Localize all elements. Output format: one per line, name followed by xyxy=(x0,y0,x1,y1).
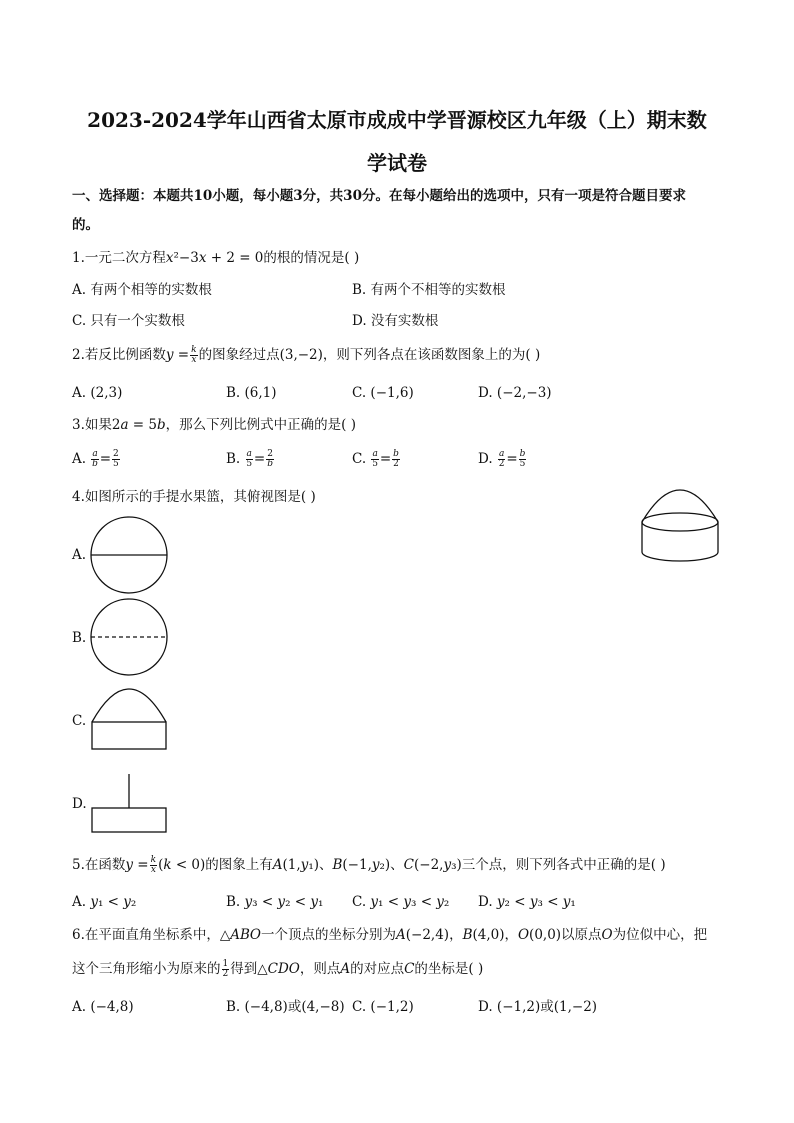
q2-option-b[interactable]: B. (6,1) xyxy=(226,385,277,401)
q4-option-b-label[interactable]: B. xyxy=(72,630,87,646)
q3-a-d1: 𝑏 xyxy=(92,459,98,469)
question-5 xyxy=(72,856,666,875)
q6-option-b[interactable]: B. (−4,8)或(4,−8) xyxy=(226,999,345,1015)
q3-b-d2: 𝑏 xyxy=(267,459,273,469)
q3-a-eq: = xyxy=(99,451,112,467)
q3-d-d2: 5 xyxy=(519,459,526,469)
q6-option-d[interactable]: D. (−1,2)或(1,−2) xyxy=(478,999,598,1015)
q3-b-n2: 2 xyxy=(267,449,273,459)
q3-b-eq: = xyxy=(253,451,266,467)
q3-b-frac1 xyxy=(246,450,253,469)
q3-a-d2: 5 xyxy=(113,459,119,469)
q3-b-frac2 xyxy=(266,450,274,469)
q6-option-c[interactable]: C. (−1,2) xyxy=(352,999,414,1015)
q1-expr: 𝑥²−3𝑥 + 2 = 0 xyxy=(165,250,264,266)
q5-frac-den: 𝑥 xyxy=(150,865,156,875)
q3-c-label: C. xyxy=(352,451,367,467)
q3-c-d2: 2 xyxy=(393,459,399,469)
q3-c-frac2 xyxy=(392,450,400,469)
q3-a-n1: 𝑎 xyxy=(92,449,98,459)
q5-pre: 5.在函数 xyxy=(72,857,126,873)
q6-option-a[interactable]: A. (−4,8) xyxy=(72,999,134,1015)
q3-c-eq: = xyxy=(379,451,392,467)
q3-c-n2: 𝑏 xyxy=(393,449,399,459)
q3-option-d[interactable] xyxy=(478,450,527,469)
q3-c-d1: 5 xyxy=(372,459,378,469)
q4-option-c-figure[interactable] xyxy=(88,686,170,752)
q5-frac-num: 𝑘 xyxy=(150,855,157,865)
q2-fraction xyxy=(190,346,197,365)
q1-option-a[interactable]: A. 有两个相等的实数根 xyxy=(72,282,212,298)
q1-option-b[interactable]: B. 有两个不相等的实数根 xyxy=(352,282,506,298)
q6-line2-post: 得到△𝐶𝐷𝑂，则点𝐴的对应点𝐶的坐标是( ) xyxy=(230,961,484,977)
question-6-line-2 xyxy=(72,960,483,979)
q4-option-c-label[interactable]: C. xyxy=(72,713,87,729)
q5-option-a[interactable]: A. 𝑦₁ < 𝑦₂ xyxy=(72,894,137,910)
q5-option-b[interactable]: B. 𝑦₃ < 𝑦₂ < 𝑦₁ xyxy=(226,894,324,910)
section-heading: 一、选择题：本题共10小题，每小题3分，共30分。在每小题给出的选项中，只有一项是符合题目要求 xyxy=(72,188,686,204)
q2-option-d[interactable]: D. (−2,−3) xyxy=(478,385,552,401)
q3-option-a[interactable] xyxy=(72,450,121,469)
q3-a-n2: 2 xyxy=(113,449,119,459)
q3-d-d1: 2 xyxy=(498,459,505,469)
q3-a-frac1 xyxy=(91,450,98,469)
question-1 xyxy=(72,249,359,267)
q5-option-d[interactable]: D. 𝑦₂ < 𝑦₃ < 𝑦₁ xyxy=(478,894,576,910)
q5-fraction xyxy=(150,856,157,875)
question-4: 4.如图所示的手提水果篮，其俯视图是( ) xyxy=(72,489,316,505)
q6-half-fraction xyxy=(222,960,230,979)
question-3: 3.如果2𝑎 = 5𝑏，那么下列比例式中正确的是( ) xyxy=(72,417,356,433)
q1-pre: 1.一元二次方程 xyxy=(72,250,166,266)
q2-pre: 2.若反比例函数 xyxy=(72,347,166,363)
q3-d-eq: = xyxy=(506,451,518,467)
q3-c-n1: 𝑎 xyxy=(372,449,378,459)
section-heading-cont: 的。 xyxy=(72,217,99,233)
q2-frac-den: 𝑥 xyxy=(191,355,197,365)
fruit-basket-figure xyxy=(636,488,726,570)
q3-d-n2: 𝑏 xyxy=(519,449,526,459)
q5-post: (𝑘 < 0)的图象上有𝐴(1,𝑦₁)、𝐵(−1,𝑦₂)、𝐶(−2,𝑦₃)三个点，则下列各式中正确的是( ) xyxy=(158,857,666,873)
q4-option-d-label[interactable]: D. xyxy=(72,796,87,812)
q2-post: 的图象经过点(3,−2)，则下列各点在该函数图象上的为( ) xyxy=(198,347,541,363)
q5-option-c[interactable]: C. 𝑦₁ < 𝑦₃ < 𝑦₂ xyxy=(352,894,450,910)
q3-a-label: A. xyxy=(72,451,87,467)
question-6-line-1: 6.在平面直角坐标系中，△𝐴𝐵𝑂一个顶点的坐标分别为𝐴(−2,4)，𝐵(4,0)，𝑂(0,0)以原点𝑂为位似中心，把 xyxy=(72,927,708,943)
title-line-1: 2023-2024学年山西省太原市成成中学晋源校区九年级（上）期末数 xyxy=(87,108,707,132)
q3-option-c[interactable] xyxy=(352,450,401,469)
q6-half-den: 2 xyxy=(222,969,229,979)
q6-line2-pre: 这个三角形缩小为原来的 xyxy=(72,961,221,977)
q4-option-a-figure[interactable] xyxy=(88,516,170,596)
q1-post: 的根的情况是( ) xyxy=(263,250,360,266)
q3-d-frac1 xyxy=(498,450,505,469)
q2-option-a[interactable]: A. (2,3) xyxy=(72,385,123,401)
q4-option-a-label[interactable]: A. xyxy=(72,547,87,563)
q1-option-d[interactable]: D. 没有实数根 xyxy=(352,313,439,329)
q3-b-label: B. xyxy=(226,451,241,467)
q3-d-frac2 xyxy=(519,450,527,469)
q1-option-c[interactable]: C. 只有一个实数根 xyxy=(72,313,185,329)
question-2 xyxy=(72,346,540,365)
q2-yeq: 𝑦 = xyxy=(165,347,190,363)
q3-b-d1: 5 xyxy=(246,459,253,469)
q3-c-frac1 xyxy=(371,450,378,469)
q4-option-d-figure[interactable] xyxy=(88,772,170,836)
q2-frac-num: 𝑘 xyxy=(191,345,197,355)
q4-option-b-figure[interactable] xyxy=(88,598,170,678)
title-line-2: 学试卷 xyxy=(367,151,427,175)
q3-option-b[interactable] xyxy=(226,450,275,469)
q3-d-label: D. xyxy=(478,451,493,467)
q3-d-n1: 𝑎 xyxy=(498,449,505,459)
q3-a-frac2 xyxy=(112,450,120,469)
q3-b-n1: 𝑎 xyxy=(246,449,252,459)
q5-yeq: 𝑦 = xyxy=(125,857,149,873)
q6-half-num: 1 xyxy=(222,959,229,969)
q2-option-c[interactable]: C. (−1,6) xyxy=(352,385,414,401)
